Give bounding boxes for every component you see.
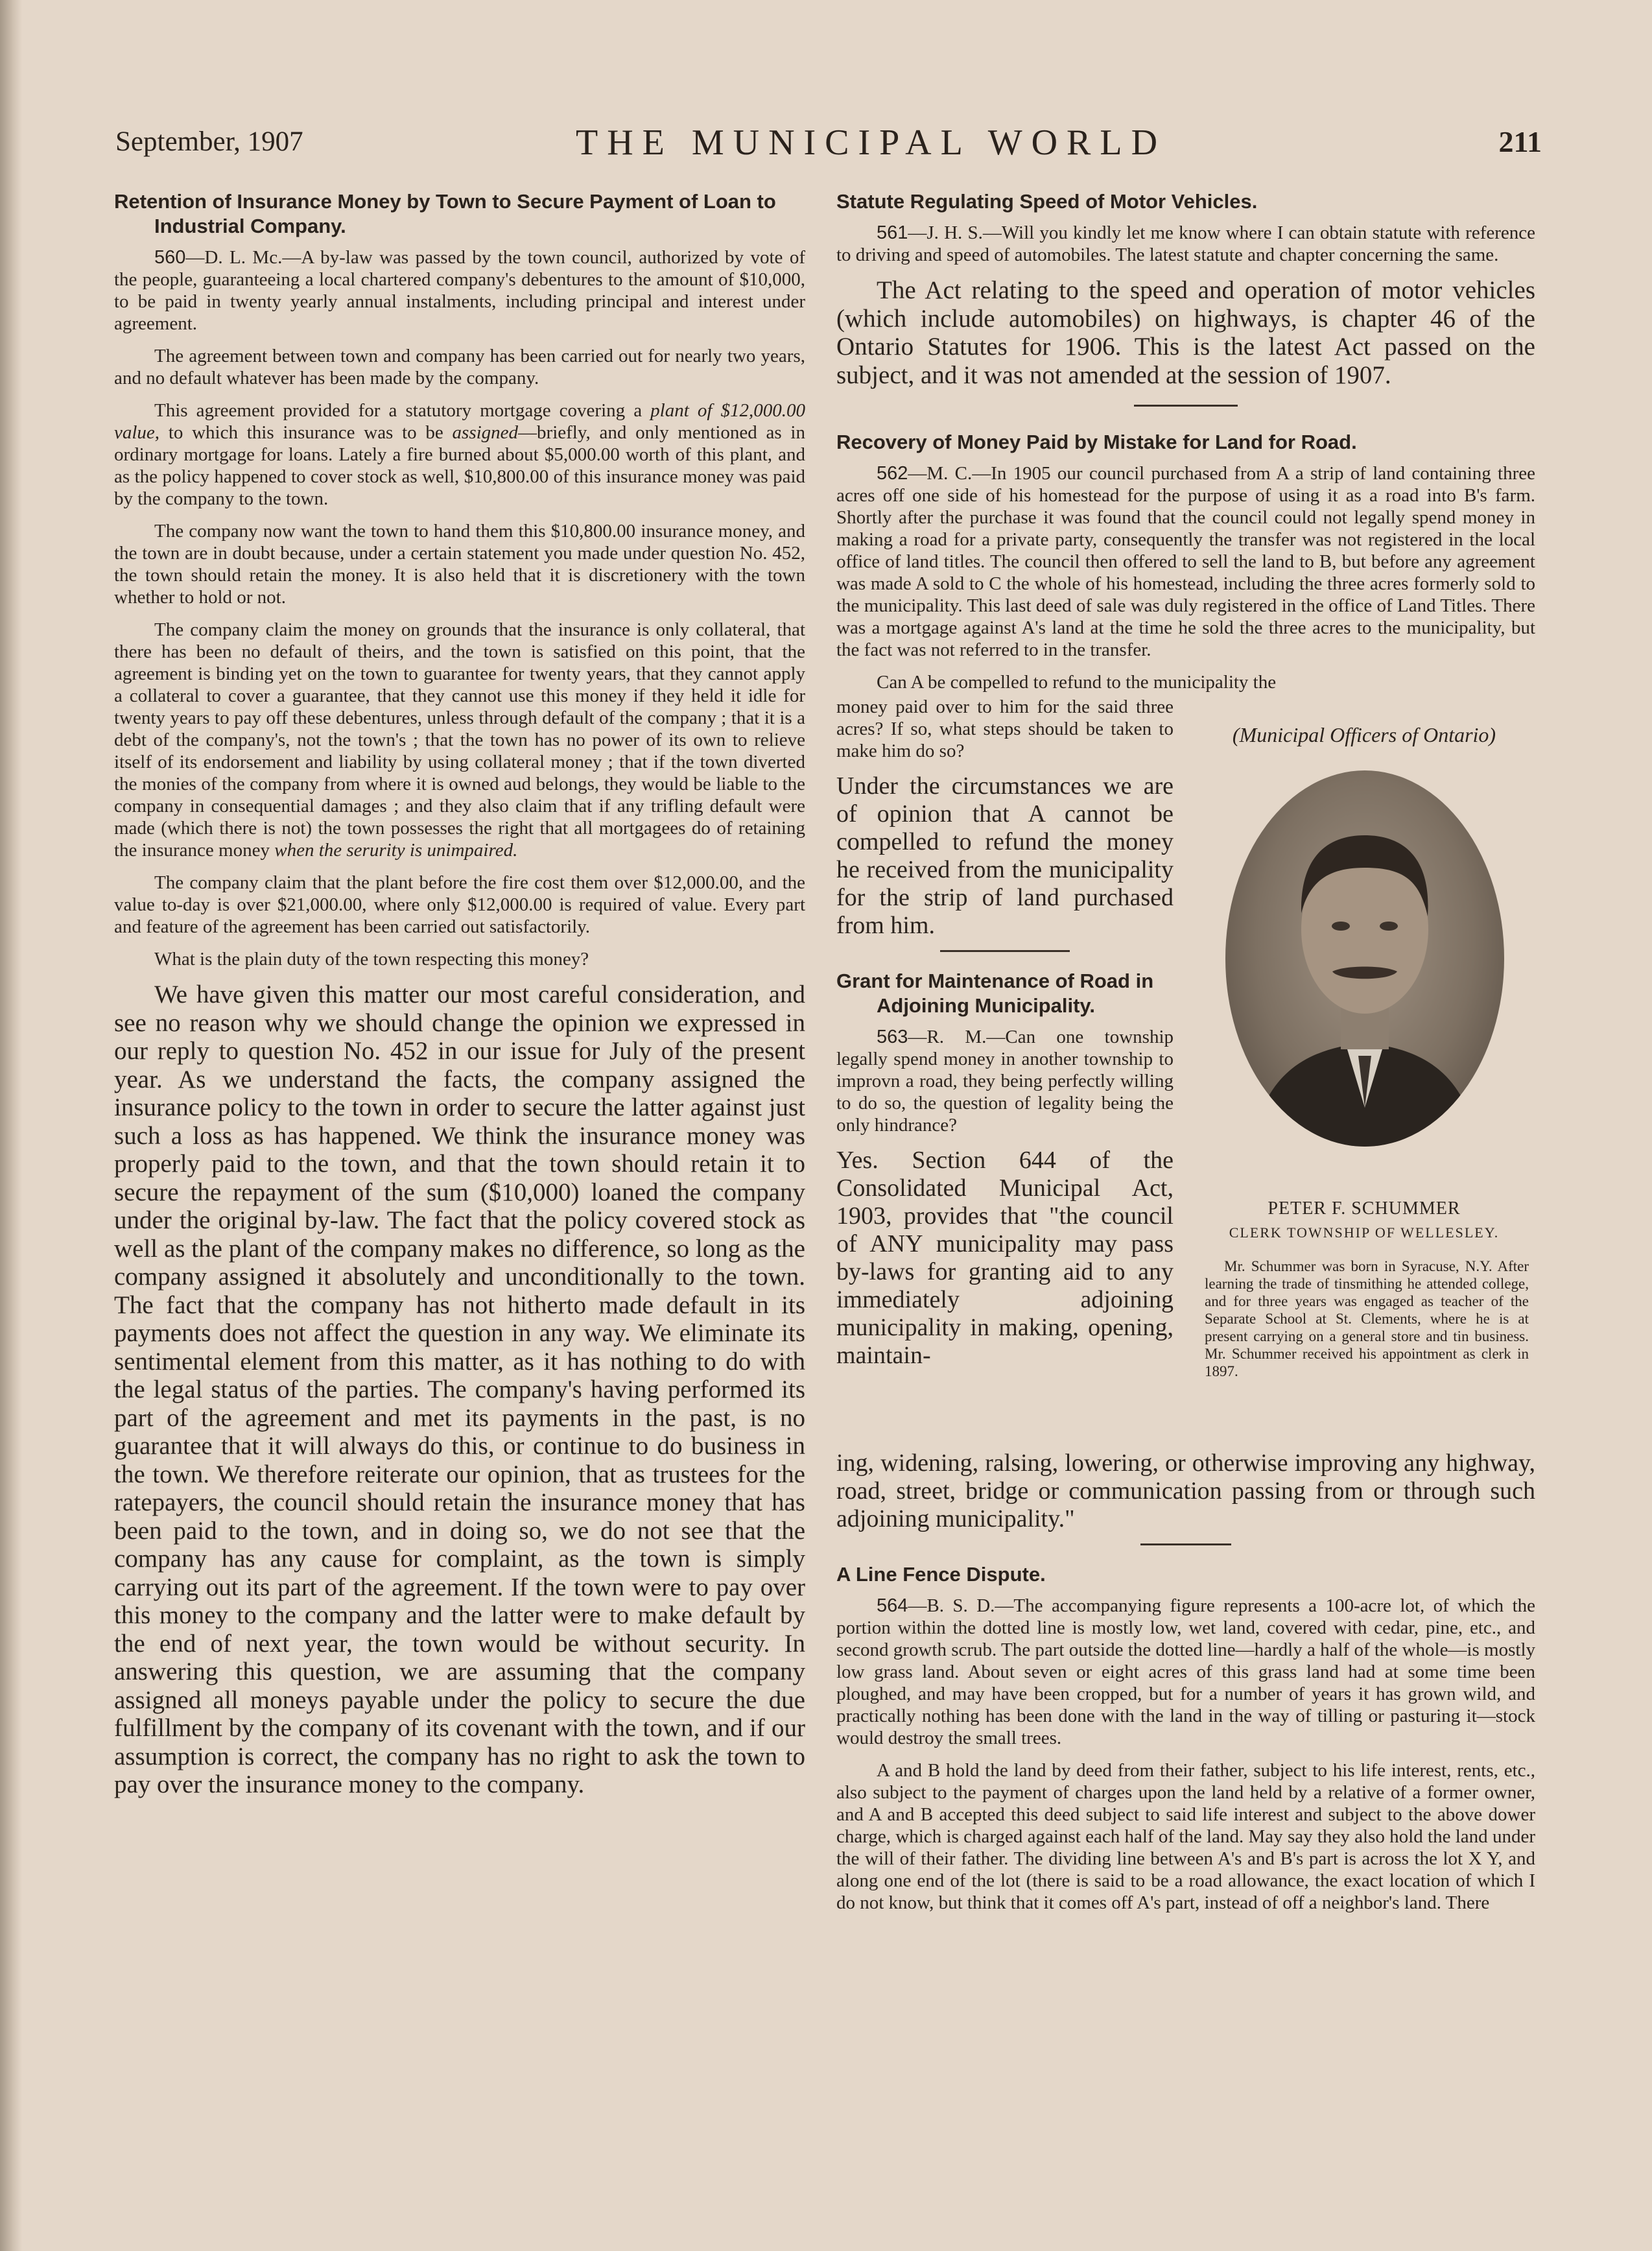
narrow-text-column [836,696,1174,1377]
article-heading-561: Statute Regulating Speed of Motor Vehicles. [836,190,1258,213]
question-564: 564—B. S. D.—The accompanying figure represents a 100-acre lot, of which the portion within the dotted line is mostly low, wet land, covered with cedar, pine, etc., and second growth scrub. The part outside the dotted line—hardly a half of the whole—is mostly low grass land. About seven or eight acres of this grass land had at some time been ploughed, and may have been cropped, but for a number of years it has grown wild, and practically nothing has been done with the land in the way of tilling or pasturing it—stock would destroy the small trees. [836,1595,1535,1748]
portrait-photo [1225,770,1504,1147]
left-column [114,189,805,1807]
answer-563-part-1: Yes. Section 644 of the Consolidated Municipal Act, 1903, provides that "the council of ANY municipality may pass by-laws for granting aid to any immediately adjoining municipality in making, opening, maintain- [836,1147,1174,1369]
portrait-silhouette-icon [1225,770,1504,1147]
question-563: 563—R. M.—Can one township legally spend money in another township to improvn a road, they being perfectly willing to do so, the question of legality being the only hindrance? [836,1027,1174,1136]
question-564-para-2: A and B hold the land by deed from their father, subject to his life interest, rents, etc., also subject to the payment of charges upon the land held by a relative of a former owner, and A and B accepted this deed subject to said life interest and subject to the above dower charge, which is charged against each half of the land. May say they also hold the land under the will of their father. The dividing line between A's and B's part is across the lot X Y, and along one end of the lot (there is said to be a road allowance, the exact location of which I do not know, but think that it comes off A's part, instead of off a neighbor's land. There [836,1760,1535,1913]
figure-block [836,696,1535,1455]
portrait-caption-title: CLERK TOWNSHIP OF WELLESLEY. [1229,1224,1500,1241]
section-divider [1134,405,1238,407]
section-divider [940,950,1070,952]
article-heading-562: Recovery of Money Paid by Mistake for Land for Road. [836,431,1357,453]
question-560-para-6: The company claim that the plant before the fire cost them over $12,000.00, and the value to-day is over $21,000.00, where only $12,000.00 is required of value. Every part and feature of the agreement has been carried out satisfactorily. [114,872,805,937]
question-560-para-2: The agreement between town and company has been carried out for nearly two years, and no default whatever has been made by the company. [114,346,805,388]
wide-text-continuation [836,1449,1535,1533]
portrait-caption-name: PETER F. SCHUMMER [1268,1198,1461,1219]
answer-560: We have given this matter our most careful consideration, and see no reason why we should change the opinion we expressed in our reply to question No. 452 in our issue for July of the present year. As we understand the facts, the company assigned the insurance policy to the town in order to secure the latter against just such a loss as has happened. We think the insurance money was properly paid to the town, and that the town should retain it to secure the repayment of the sum ($10,000) loaned the company under the original by-law. The fact that the policy covered stock as well as the plant of the company makes no difference, so long as the company assigned it absolutely and unconditionally to the town. The fact that the company has not hitherto made default in its payments does not affect the question in any way. We eliminate its sentimental element from this matter, as it has nothing to do with the legal status of the parties. The company's having performed its part of the agreement and met its payments in the past, is no guarantee that it will always do this, or continue to do business in the town. We therefore reiterate our opinion, that as trustees for the ratepayers, the council should retain the insurance money that has been paid to the town, and in doing so, we do not see that the company has any cause for complaint, as the town is simply carrying out its part of the agreement. If the town were to pay over this money to the company and the latter were to make default by the end of next year, the town would be without security. In answering this question, we are assuming that the company assigned all moneys payable under the policy to secure the due fulfillment by the company of its covenant with the town, and if our assumption is correct, the company has no right to ask the town to pay over the insurance money to the company. [114,981,805,1798]
question-562-wide-line: Can A be compelled to refund to the municipality the [877,672,1277,693]
page-header [115,122,1542,169]
question-560-para-3: This agreement provided for a statutory mortgage covering a plant of $12,000.00 value, to which this insurance was to be assigned—briefly, and only mentioned as in ordinary mortgage for loans. Lately a fire burned about $5,000.00 worth of this plant, and as the policy happened to cover stock as well, $10,800.00 of this insurance money was paid by the company to the town. [114,400,806,509]
header-date: September, 1907 [115,126,303,157]
article-heading-560: Retention of Insurance Money by Town to Secure Payment of Loan to Industrial Company. [114,190,776,237]
question-560-para-1: 560—D. L. Mc.—A by-law was passed by the town council, authorized by vote of the people, guaranteeing a local chartered company's debentures to the amount of $10,000, to be paid in twenty yearly annual instalments, including principal and interest under agreement. [114,247,805,334]
right-column [836,189,1535,1924]
portrait-caption-bio: Mr. Schummer was born in Syracuse, N.Y. After learning the trade of tinsmithing he attended college, and for three years was engaged as teacher of the Separate School at St. Clements, where he is at present carrying on a general store and tin business. Mr. Schummer received his appointment as clerk in 1897. [1205,1258,1529,1379]
answer-562: Under the circumstances we are of opinion that A cannot be compelled to refund the money he received from the municipality for the strip of land purchased from him. [836,772,1174,939]
header-title: THE MUNICIPAL WORLD [576,123,1167,163]
figure-source: (Municipal Officers of Ontario) [1232,723,1496,746]
answer-563-part-2: ing, widening, ralsing, lowering, or otherwise improving any highway, road, street, bridge or communication passing from or through such adjoining municipality." [836,1449,1535,1532]
question-560-para-7: What is the plain duty of the town respecting this money? [154,949,589,970]
question-562-continued: money paid over to him for the said three acres? If so, what steps should be taken to make him do so? [836,697,1174,761]
answer-561: The Act relating to the speed and operation of motor vehicles (which include automobiles) on highways, is chapter 46 of the Ontario Statutes for 1906. This is the latest Act passed on the subject, and it was not amended at the session of 1907. [836,276,1535,389]
question-561: 561—J. H. S.—Will you kindly let me know where I can obtain statute with reference to driving and speed of automobiles. The latest statute and chapter concerning the same. [836,222,1535,265]
question-560-para-4: The company now want the town to hand them this $10,800.00 insurance money, and the town are in doubt because, under a certain statement you made under question No. 452, the town should retain the money. It is also held that it is discretionery with the town whether to hold or not. [114,521,805,608]
question-560-para-5: The company claim the money on grounds that the insurance is only collateral, that there has been no default of theirs, and the town is satisfied on this point, that the agreement is binding yet on the town to guarantee for twenty years, that they cannot apply a collateral to cover a guarantee, that they cannot use this money if they held it idle for twenty years to pay off these debentures, unless through default of the company ; that it is a debt of the company's, not the town's ; that the town has no power of its own to relieve itself of its endorsement and liability by using collateral money ; that if the town diverted the monies of the company from where it is owned aud belongs, they would be liable to the company in consequential damages ; and they also claim that if any trifling default were made (which there is not) the town possesses the right that all mortgagees do of retaining the insurance money when the serurity is unimpaired. [114,619,805,861]
question-562: 562—M. C.—In 1905 our council purchased from A a strip of land containing three acres off one side of his homestead for the purpose of using it as a road into B's farm. Shortly after the purchase it was found that the council could not legally spend money in making a road for a private party, consequently the transfer was not registered in the local office of land titles. The council then offered to sell the land to B, but before any agreement was made A sold to C the whole of his homestead, including the three acres formerly sold to the municipality. This last deed of sale was duly registered in the office of Land Titles. There was a mortgage against A's land at the time he sold the three acres to the municipality, but the fact was not referred to in the transfer. [836,463,1535,660]
article-heading-563: Grant for Maintenance of Road in Adjoining Municipality. [836,970,1154,1017]
article-heading-564: A Line Fence Dispute. [836,1563,1046,1586]
section-divider [1140,1543,1231,1545]
page-binding-edge [0,0,22,2251]
question-number: 560 [154,247,186,268]
page-number: 211 [1498,125,1542,158]
